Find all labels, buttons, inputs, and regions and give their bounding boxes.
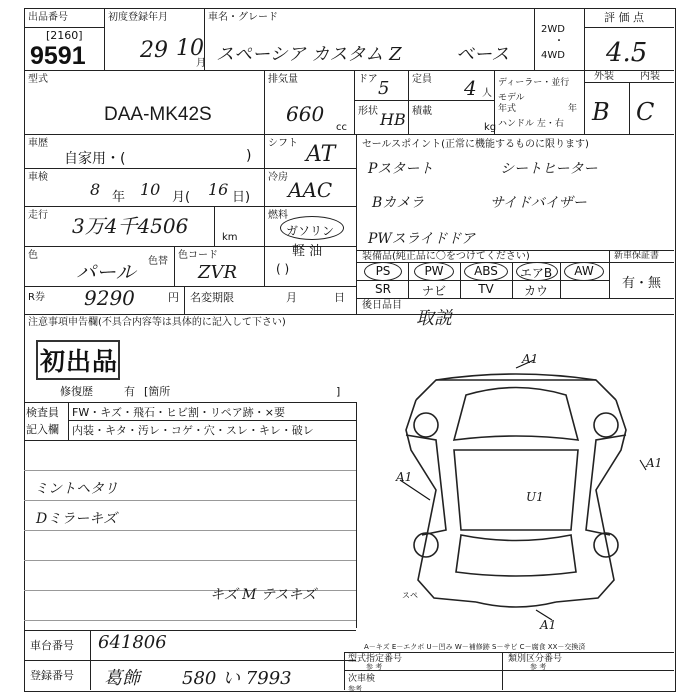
mirror-label: スペ xyxy=(402,591,418,600)
repair-close: ] xyxy=(336,385,341,398)
capacity-unit: 人 xyxy=(482,88,492,99)
usage-label: 車歴 xyxy=(28,138,48,149)
rear-bumper xyxy=(476,602,556,607)
seat-value: 取説 xyxy=(416,308,452,329)
inspector-row-2: 内装・キタ・汚レ・コゲ・穴・スレ・キレ・破レ xyxy=(72,424,314,437)
fuel-gasoline: ガソリン xyxy=(286,224,335,238)
inspector-note-3: キズ M テスキズ xyxy=(210,587,317,603)
color-value: パール xyxy=(76,260,136,284)
equip-ps: PS xyxy=(375,264,391,278)
category-label: 類別区分番号 xyxy=(508,654,563,664)
category-ref: 参 考 xyxy=(530,663,547,671)
drive-2wd: 2WD xyxy=(541,24,565,35)
ac-label: 冷房 xyxy=(268,172,288,183)
equip-cow: カウ xyxy=(523,284,548,298)
fuel-label: 燃料 xyxy=(268,210,288,221)
damage-mark-left: A1 xyxy=(396,470,413,484)
wheel-front-right xyxy=(594,413,618,437)
model-value: DAA-MK42S xyxy=(104,104,212,125)
load-label: 積載 xyxy=(412,106,432,117)
damage-mark-rear: A1 xyxy=(540,618,557,632)
drive-4wd: 4WD xyxy=(541,50,565,61)
displacement-value: 660 xyxy=(286,102,325,126)
color-change-label: 色替 xyxy=(148,256,168,267)
name-change-month: 月 xyxy=(286,291,297,304)
equip-circle-aw xyxy=(564,262,604,281)
inspector-label-2: 記入欄 xyxy=(26,423,59,436)
equip-aw: AW xyxy=(574,264,594,278)
shape-value: HB xyxy=(380,110,406,129)
displacement-unit: cc xyxy=(336,122,347,133)
usage-close: ) xyxy=(246,148,252,164)
notes-title: 注意事項申告欄(不具合内容等は具体的に記入して下さい) xyxy=(28,317,286,328)
capacity-value: 4 xyxy=(464,76,477,100)
damage-mark-front: A1 xyxy=(522,352,539,366)
doors-value: 5 xyxy=(378,78,390,99)
fuel-gasoline-circle xyxy=(280,216,344,240)
reference-label: 参考 xyxy=(348,685,362,693)
color-code-value: ZVR xyxy=(198,262,238,283)
interior-label: 内装 xyxy=(640,71,660,82)
exterior-label: 外装 xyxy=(594,71,614,82)
new-warranty-label: 新車保証書 xyxy=(614,251,660,261)
chassis-value: 641806 xyxy=(98,632,167,653)
equip-tv: TV xyxy=(478,282,494,296)
name-change-label: 名変期限 xyxy=(190,291,234,304)
exterior-grade: B xyxy=(592,98,610,126)
front-bumper xyxy=(436,374,596,380)
car-outline-top xyxy=(416,380,616,400)
type-approval-ref: 参 考 xyxy=(366,663,383,671)
wheel-front-left xyxy=(414,413,438,437)
sales-point-1: Pスタート xyxy=(368,161,434,177)
sales-point-4: サイドバイザー xyxy=(490,195,587,211)
inspector-note-1: ミントヘタリ xyxy=(34,481,118,497)
lot-label: 出品番号 xyxy=(28,12,68,23)
dealer-label: ディーラー・並行 xyxy=(498,78,570,88)
car-name-label: 車名・グレード xyxy=(208,12,278,23)
first-reg-year: 29 xyxy=(140,38,168,63)
inspection-day: 16 xyxy=(208,180,229,199)
year-unit: 年 xyxy=(112,190,126,205)
damage-legend: A－キズ E－エクボ U－凹み W－補修跡 S－サビ C－腐食 XX－交換済 xyxy=(364,643,586,651)
equip-pw: PW xyxy=(424,264,444,278)
reg-number: 580 い 7993 xyxy=(182,668,292,689)
color-code-label: 色コード xyxy=(178,250,218,261)
reg-label: 登録番号 xyxy=(30,669,74,682)
mileage-value: 3万4千4506 xyxy=(72,214,189,238)
damage-mark-right: A1 xyxy=(646,456,663,470)
inspector-label-1: 検査員 xyxy=(26,406,59,419)
recycle-label: R券 xyxy=(28,292,45,303)
load-unit: kg xyxy=(484,122,497,133)
car-roof xyxy=(454,450,578,530)
car-side-left xyxy=(406,435,446,535)
equip-airbag: エアB xyxy=(519,266,553,280)
equipment-title: 装備品(純正品に〇をつけてください) xyxy=(362,251,530,262)
repair-label: 修復歴 xyxy=(60,385,93,398)
first-listing-text: 初出品 xyxy=(40,347,119,376)
first-reg-month: 10 xyxy=(176,36,204,61)
shape-label: 形状 xyxy=(358,106,378,117)
month-unit: 月( xyxy=(172,190,191,205)
interior-grade: C xyxy=(636,98,655,126)
handle-label: ハンドル 左・右 xyxy=(498,119,564,129)
day-unit: 日) xyxy=(232,190,251,205)
mileage-unit: km xyxy=(222,232,238,243)
model-year-label: モデル xyxy=(498,93,525,103)
equip-circle-airbag xyxy=(516,262,558,281)
color-label: 色 xyxy=(28,250,38,261)
score-label: 評 価 点 xyxy=(604,11,644,24)
car-outline-left xyxy=(406,400,476,602)
drive-dot: ・ xyxy=(554,36,564,47)
seat-label: 後日品目 xyxy=(362,300,402,311)
inspection-label: 車検 xyxy=(28,172,48,183)
repair-bracket: [箇所 xyxy=(144,385,171,398)
recycle-unit: 円 xyxy=(168,291,179,304)
first-reg-month-unit: 月 xyxy=(196,58,206,69)
sales-title: セールスポイント(正常に機能するものに限ります) xyxy=(362,139,589,150)
name-change-day: 日 xyxy=(334,291,345,304)
car-damage-diagram xyxy=(356,340,674,630)
equip-navi: ナビ xyxy=(421,284,446,298)
inspector-row-1: FW・キズ・飛石・ヒビ割・リペア跡・×要 xyxy=(72,406,285,419)
warranty-choice: 有・無 xyxy=(622,276,662,291)
recycle-amount: 9290 xyxy=(84,286,135,310)
car-name: スペーシア カスタム Z xyxy=(216,44,402,65)
model-label: 型式 xyxy=(28,74,48,85)
mileage-label: 走行 xyxy=(28,210,48,221)
doors-label: ドア xyxy=(358,74,378,85)
reg-place: 葛飾 xyxy=(104,668,140,689)
inspection-year: 8 xyxy=(90,180,101,199)
car-grade: ベース xyxy=(456,44,510,65)
sales-point-5: PWスライドドア xyxy=(368,231,475,247)
capacity-label: 定員 xyxy=(412,74,432,85)
usage-value: 自家用・( xyxy=(64,151,126,167)
lot-number: 9591 xyxy=(30,42,86,70)
fuel-light-oil: 軽 油 xyxy=(292,244,323,259)
car-rear-window xyxy=(456,535,576,576)
equip-circle-ps xyxy=(364,262,402,281)
type-approval-label: 型式指定番号 xyxy=(348,654,403,664)
chassis-label: 車台番号 xyxy=(30,639,74,652)
equip-abs: ABS xyxy=(474,264,498,278)
equip-circle-abs xyxy=(464,262,508,281)
car-outline-right xyxy=(556,400,626,602)
sales-point-3: Bカメラ xyxy=(372,195,425,211)
first-reg-label: 初度登録年月 xyxy=(108,12,168,23)
inspector-note-2: Dミラーキズ xyxy=(36,511,117,527)
repair-value: 有 xyxy=(124,385,135,398)
inspection-month: 10 xyxy=(140,180,161,199)
model-year-unit: 年 xyxy=(568,104,578,114)
ac-value: AAC xyxy=(288,178,333,202)
score-value: 4.5 xyxy=(606,38,648,68)
sales-point-2: シートヒーター xyxy=(500,161,598,177)
shift-label: シフト xyxy=(268,138,298,149)
equip-circle-pw xyxy=(414,262,454,281)
car-side-right xyxy=(586,435,626,535)
model-year-sub: 年式 xyxy=(498,104,517,114)
car-hood xyxy=(454,388,578,441)
damage-mark-roof: U1 xyxy=(526,490,544,504)
shift-value: AT xyxy=(306,142,336,167)
equip-sr: SR xyxy=(375,282,391,296)
next-inspection-label: 次車検 xyxy=(348,674,376,684)
fuel-other: ( ) xyxy=(276,262,290,276)
lot-code: [2160] xyxy=(46,29,83,42)
displacement-label: 排気量 xyxy=(268,74,298,85)
